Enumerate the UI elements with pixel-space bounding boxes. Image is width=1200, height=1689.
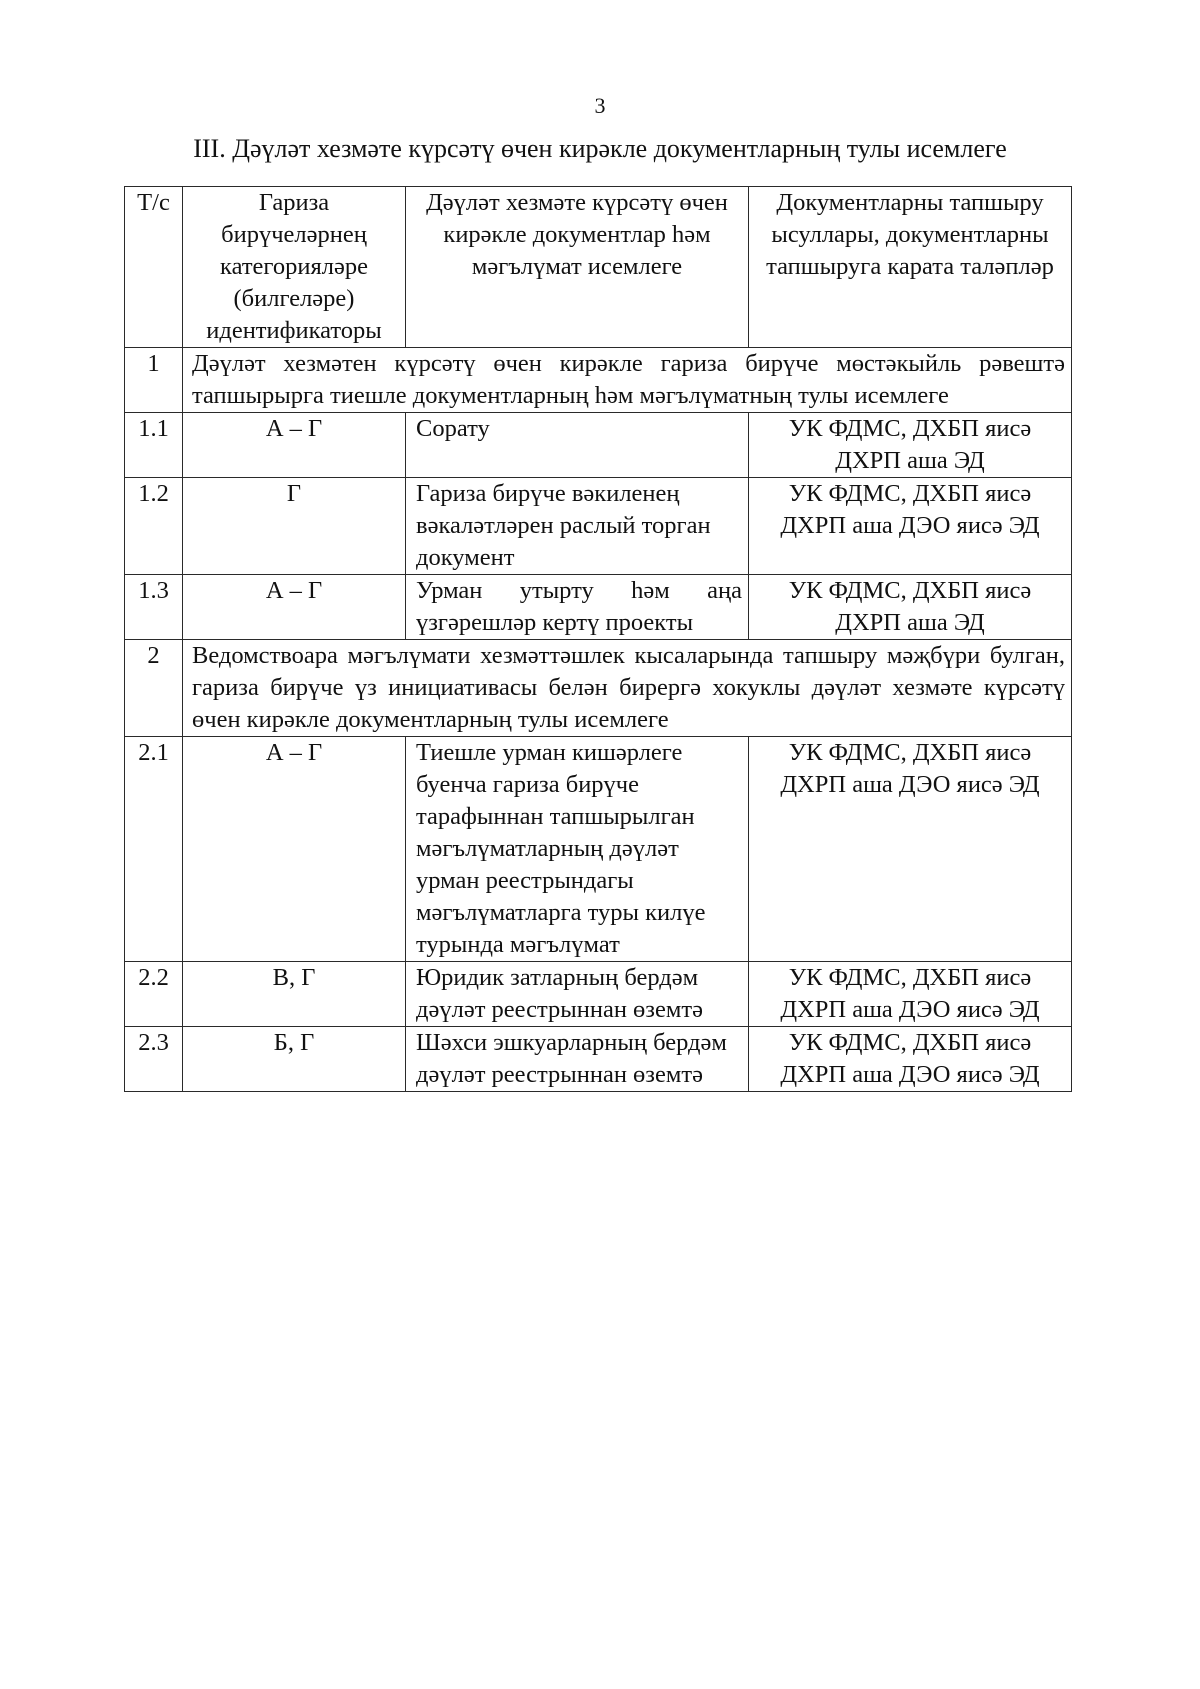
row-category: А – Г xyxy=(183,413,406,478)
header-category: Гариза бирүчеләрнең категорияләре (билгеләре) идентификаторы xyxy=(183,187,406,348)
row-document: Сорату xyxy=(406,413,749,478)
row-document: Шәхси эшкуарларның бердәм дәүләт реестрыннан өземтә xyxy=(406,1027,749,1092)
row-num: 2.2 xyxy=(125,962,183,1027)
row-num: 2.1 xyxy=(125,737,183,962)
row-num: 1.2 xyxy=(125,478,183,575)
row-document: Тиешле урман кишәрлеге буенча гариза бирүче тарафыннан тапшырылган мәгълүматларның дәүләт урман реестрындагы мәгълүматларга туры килүе турында мәгълүмат xyxy=(406,737,749,962)
row-num: 2.3 xyxy=(125,1027,183,1092)
row-document: Гариза бирүче вәкиленең вәкаләтләрен раслый торган документ xyxy=(406,478,749,575)
row-category: А – Г xyxy=(183,575,406,640)
table-row xyxy=(125,962,1072,1027)
row-category: Б, Г xyxy=(183,1027,406,1092)
header-submission: Документларны тапшыру ысуллары, документларны тапшыруга карата таләпләр xyxy=(749,187,1072,348)
table-row xyxy=(125,737,1072,962)
table-row xyxy=(125,1027,1072,1092)
row-document: Юридик затларның бердәм дәүләт реестрыннан өземтә xyxy=(406,962,749,1027)
row-submission: УК ФДМС, ДХБП яисә ДХРП аша ДЭО яисә ЭД xyxy=(749,737,1072,962)
row-submission: УК ФДМС, ДХБП яисә ДХРП аша ДЭО яисә ЭД xyxy=(749,1027,1072,1092)
row-num: 1.1 xyxy=(125,413,183,478)
row-category: Г xyxy=(183,478,406,575)
row-category: А – Г xyxy=(183,737,406,962)
row-num: 1.3 xyxy=(125,575,183,640)
table-header-row xyxy=(125,187,1072,348)
row-submission: УК ФДМС, ДХБП яисә ДХРП аша ДЭО яисә ЭД xyxy=(749,478,1072,575)
section-title-cell: Дәүләт хезмәтен күрсәтү өчен кирәкле гариза бирүче мөстәкыйль рәвештә тапшырырга тиешле документларның һәм мәгълүматның тулы исемлеге xyxy=(183,348,1072,413)
page-number: 3 xyxy=(594,93,606,118)
row-submission: УК ФДМС, ДХБП яисә ДХРП аша ДЭО яисә ЭД xyxy=(749,962,1072,1027)
row-document: Урман утырту һәм аңа үзгәрешләр кертү проекты xyxy=(406,575,749,640)
header-documents: Дәүләт хезмәте күрсәтү өчен кирәкле документлар һәм мәгълүмат исемлеге xyxy=(406,187,749,348)
table-row xyxy=(125,575,1072,640)
section-num: 1 xyxy=(125,348,183,413)
section-num: 2 xyxy=(125,640,183,737)
section-title-cell: Ведомствоара мәгълүмати хезмәттәшлек кысаларында тапшыру мәҗбүри булган, гариза бирүче үз инициативасы белән бирергә хокуклы дәүләт хезмәте күрсәтү өчен кирәкле документларның тулы исемлеге xyxy=(183,640,1072,737)
section-title: III. Дәүләт хезмәте күрсәтү өчен кирәкле документларның тулы исемлеге xyxy=(193,134,1007,163)
row-submission: УК ФДМС, ДХБП яисә ДХРП аша ЭД xyxy=(749,413,1072,478)
row-category: В, Г xyxy=(183,962,406,1027)
section-row-2 xyxy=(125,640,1072,737)
table-row xyxy=(125,413,1072,478)
header-num: Т/с xyxy=(125,187,183,348)
row-submission: УК ФДМС, ДХБП яисә ДХРП аша ЭД xyxy=(749,575,1072,640)
section-row-1 xyxy=(125,348,1072,413)
table-row xyxy=(125,478,1072,575)
documents-table xyxy=(124,186,1072,1092)
